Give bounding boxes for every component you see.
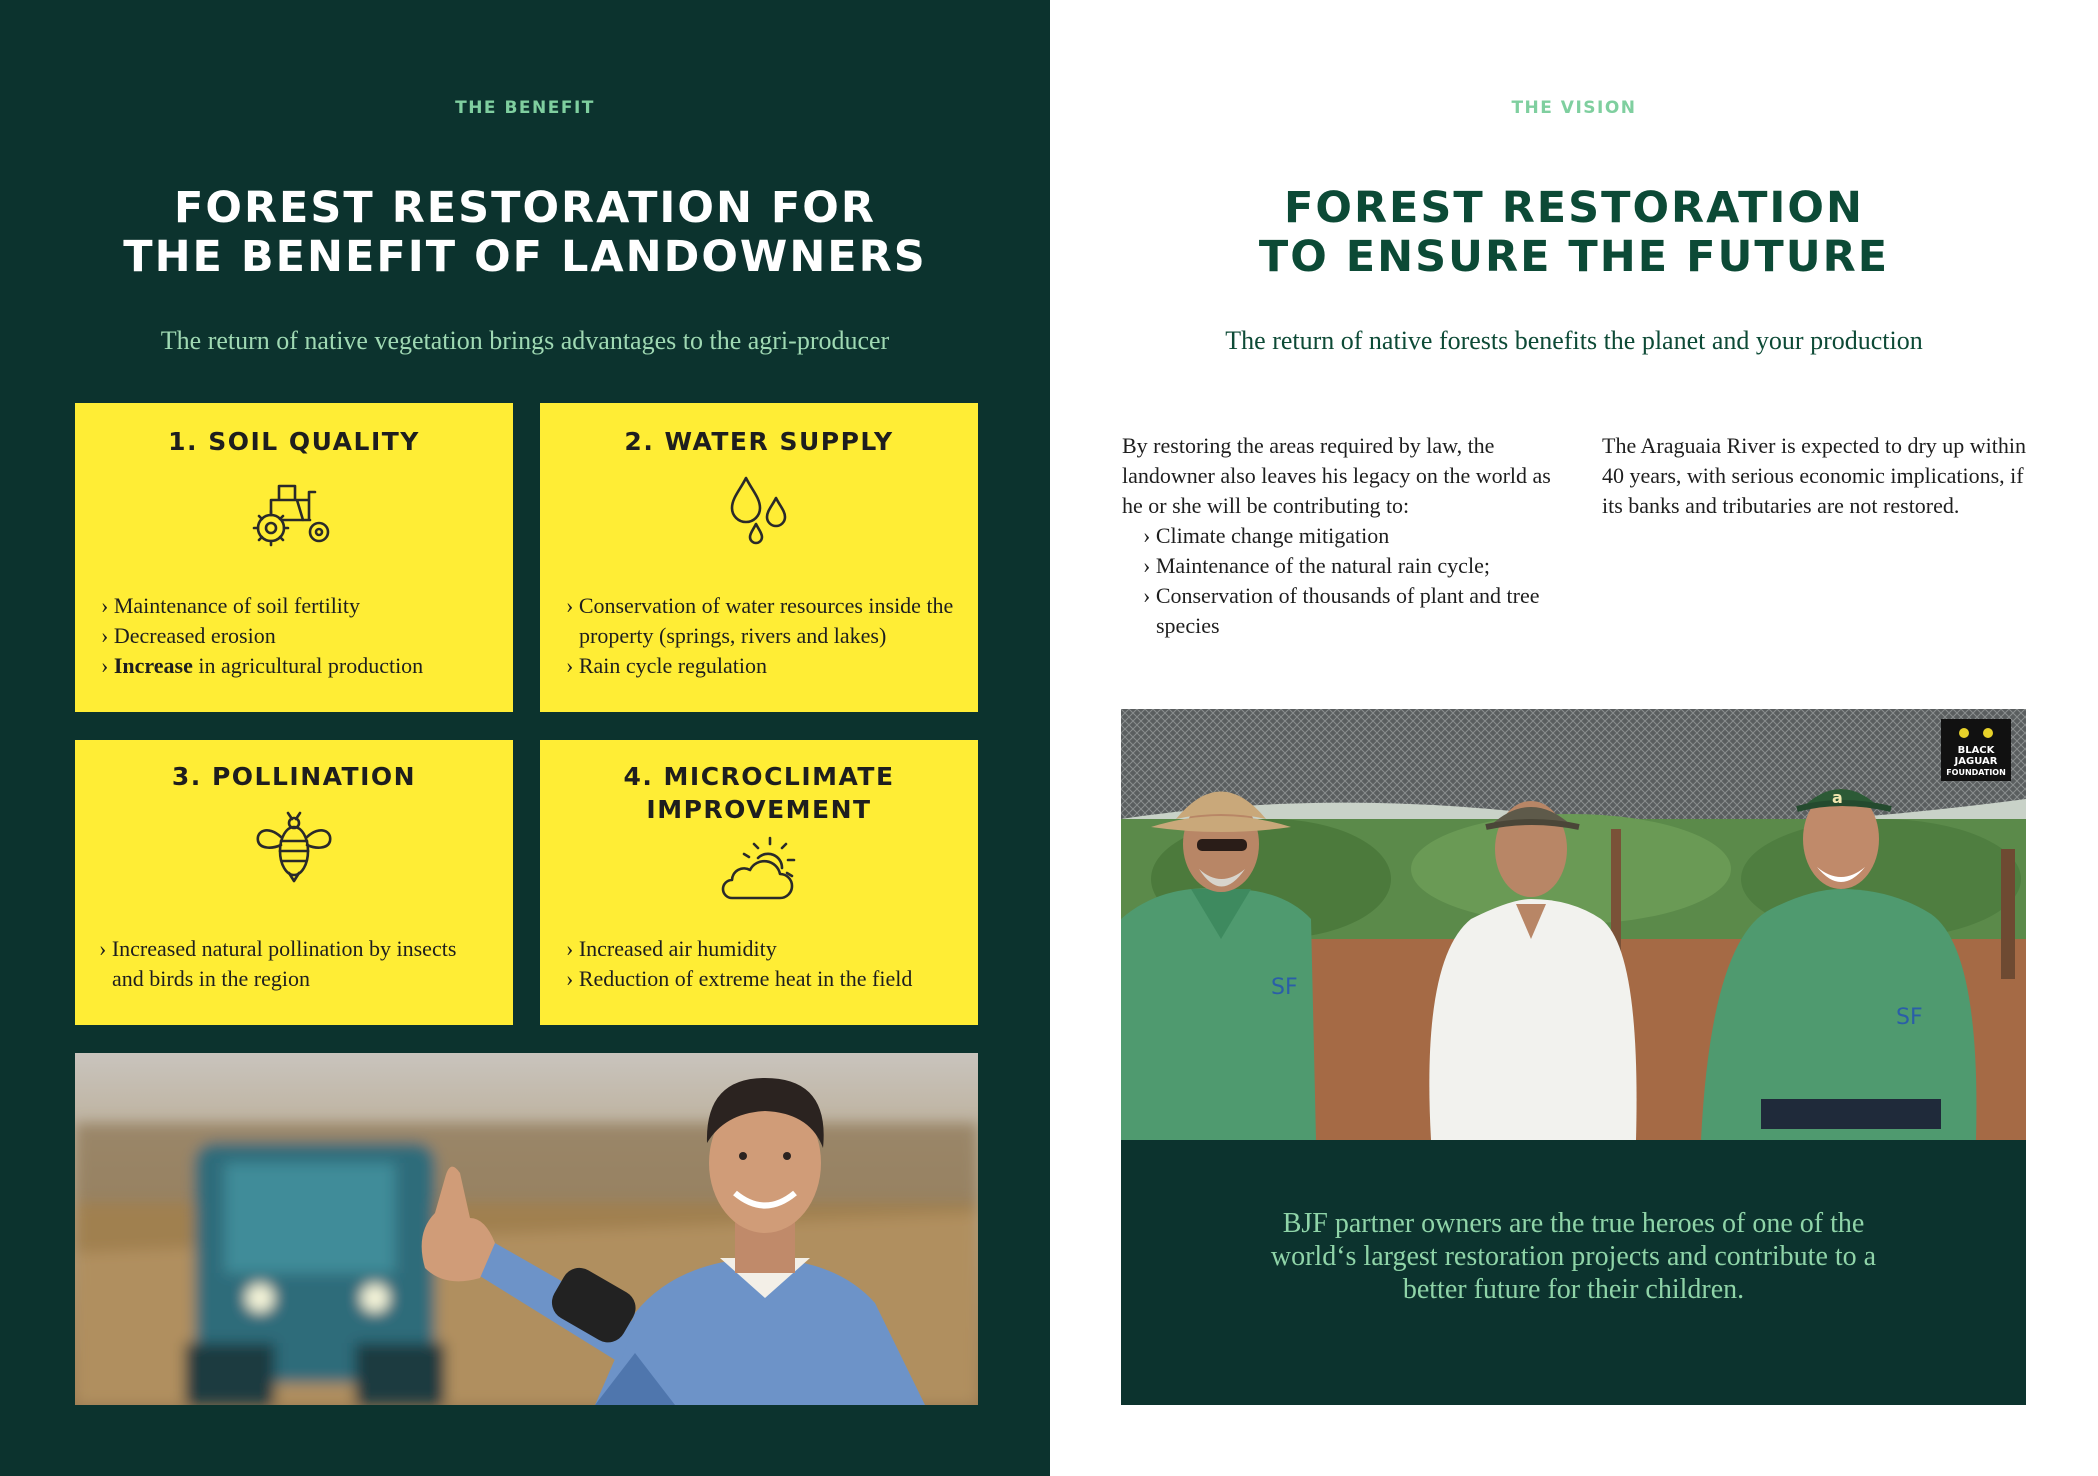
right-subtitle: The return of native forests benefits the planet and your production	[1225, 326, 1923, 355]
sun-cloud-icon	[714, 832, 804, 904]
contribution-list	[1122, 521, 1562, 641]
list-item: › Maintenance of the natural rain cycle;	[1143, 553, 1490, 578]
bullet-item: › Conservation of water resources inside the property (springs, rivers and lakes)	[566, 593, 954, 648]
bee-icon	[254, 807, 334, 883]
jaguar-eye-icon	[1983, 728, 1993, 738]
left-subtitle: The return of native vegetation brings advantages to the agri-producer	[160, 326, 890, 355]
tractor-icon	[249, 474, 339, 548]
card-bullets	[566, 591, 958, 681]
bullet-item: › Increased natural pollination by insects and birds in the region	[99, 936, 457, 991]
jaguar-eye-icon	[1959, 728, 1969, 738]
card-title-line1: 4. MICROCLIMATE	[623, 762, 895, 791]
bullet-item: › Rain cycle regulation	[566, 653, 767, 678]
landowners-photo	[1121, 709, 2026, 1140]
bullet-item: › Increased air humidity	[566, 936, 777, 961]
bullet-item: › Maintenance of soil fertility	[101, 593, 361, 618]
farmer-photo	[75, 1053, 978, 1405]
right-page	[1050, 0, 2098, 1476]
left-title-line2: THE BENEFIT OF LANDOWNERS	[123, 232, 927, 282]
right-title-line1: FOREST RESTORATION	[1284, 183, 1864, 233]
card-microclimate	[540, 740, 978, 1025]
card-bullets	[99, 934, 493, 994]
logo-text-line: BLACK	[1957, 745, 1995, 756]
logo-text-line: JAGUAR	[1954, 756, 1998, 767]
card-title: 1. SOIL QUALITY	[168, 427, 420, 456]
card-water-supply	[540, 403, 978, 712]
body-intro: By restoring the areas required by law, the landowner also leaves his legacy on the world as he or she will be contributing to:	[1122, 433, 1551, 518]
card-soil-quality	[75, 403, 513, 712]
list-item: › Climate change mitigation	[1143, 523, 1390, 548]
card-bullets	[566, 934, 958, 994]
card-bullets	[101, 591, 493, 681]
bullet-item: › Decreased erosion	[101, 623, 276, 648]
bullet-item: › Reduction of extreme heat in the field	[566, 966, 913, 991]
card-title-line2: IMPROVEMENT	[646, 795, 872, 824]
card-pollination	[75, 740, 513, 1025]
quote-box	[1121, 1140, 2026, 1405]
left-title-line1: FOREST RESTORATION FOR	[174, 183, 876, 233]
body-column-1	[1122, 431, 1562, 641]
water-drops-icon	[724, 472, 794, 548]
araguaia-text: The Araguaia River is expected to dry up within 40 years, with serious economic implications, if its banks and tributaries are not restored.	[1602, 433, 2026, 518]
quote-text: BJF partner owners are the true heroes of one of the world‘s largest restoration projects and contribute to a better future for their children.	[1270, 1208, 1877, 1305]
list-item: › Conservation of thousands of plant and tree species	[1143, 583, 1540, 638]
logo-text-line: FOUNDATION	[1946, 768, 2006, 777]
bullet-bold: Increase	[113, 653, 193, 678]
right-eyebrow: THE VISION	[1511, 98, 1637, 118]
card-title	[540, 760, 978, 826]
card-title: 3. POLLINATION	[171, 762, 417, 791]
shirt-logo: SF	[1271, 975, 1298, 1000]
left-page-title	[0, 184, 1050, 282]
bullet-item: › Increase in agricultural production	[101, 653, 424, 678]
shirt-logo: SF	[1896, 1005, 1923, 1030]
bullet-rest: in agricultural production	[192, 653, 424, 678]
left-eyebrow: THE BENEFIT	[455, 98, 595, 118]
right-page-title	[1050, 184, 2098, 282]
card-title: 2. WATER SUPPLY	[624, 427, 894, 456]
body-column-2	[1602, 431, 2032, 521]
right-title-line2: TO ENSURE THE FUTURE	[1258, 232, 1890, 282]
cap-logo: a	[1832, 788, 1843, 807]
